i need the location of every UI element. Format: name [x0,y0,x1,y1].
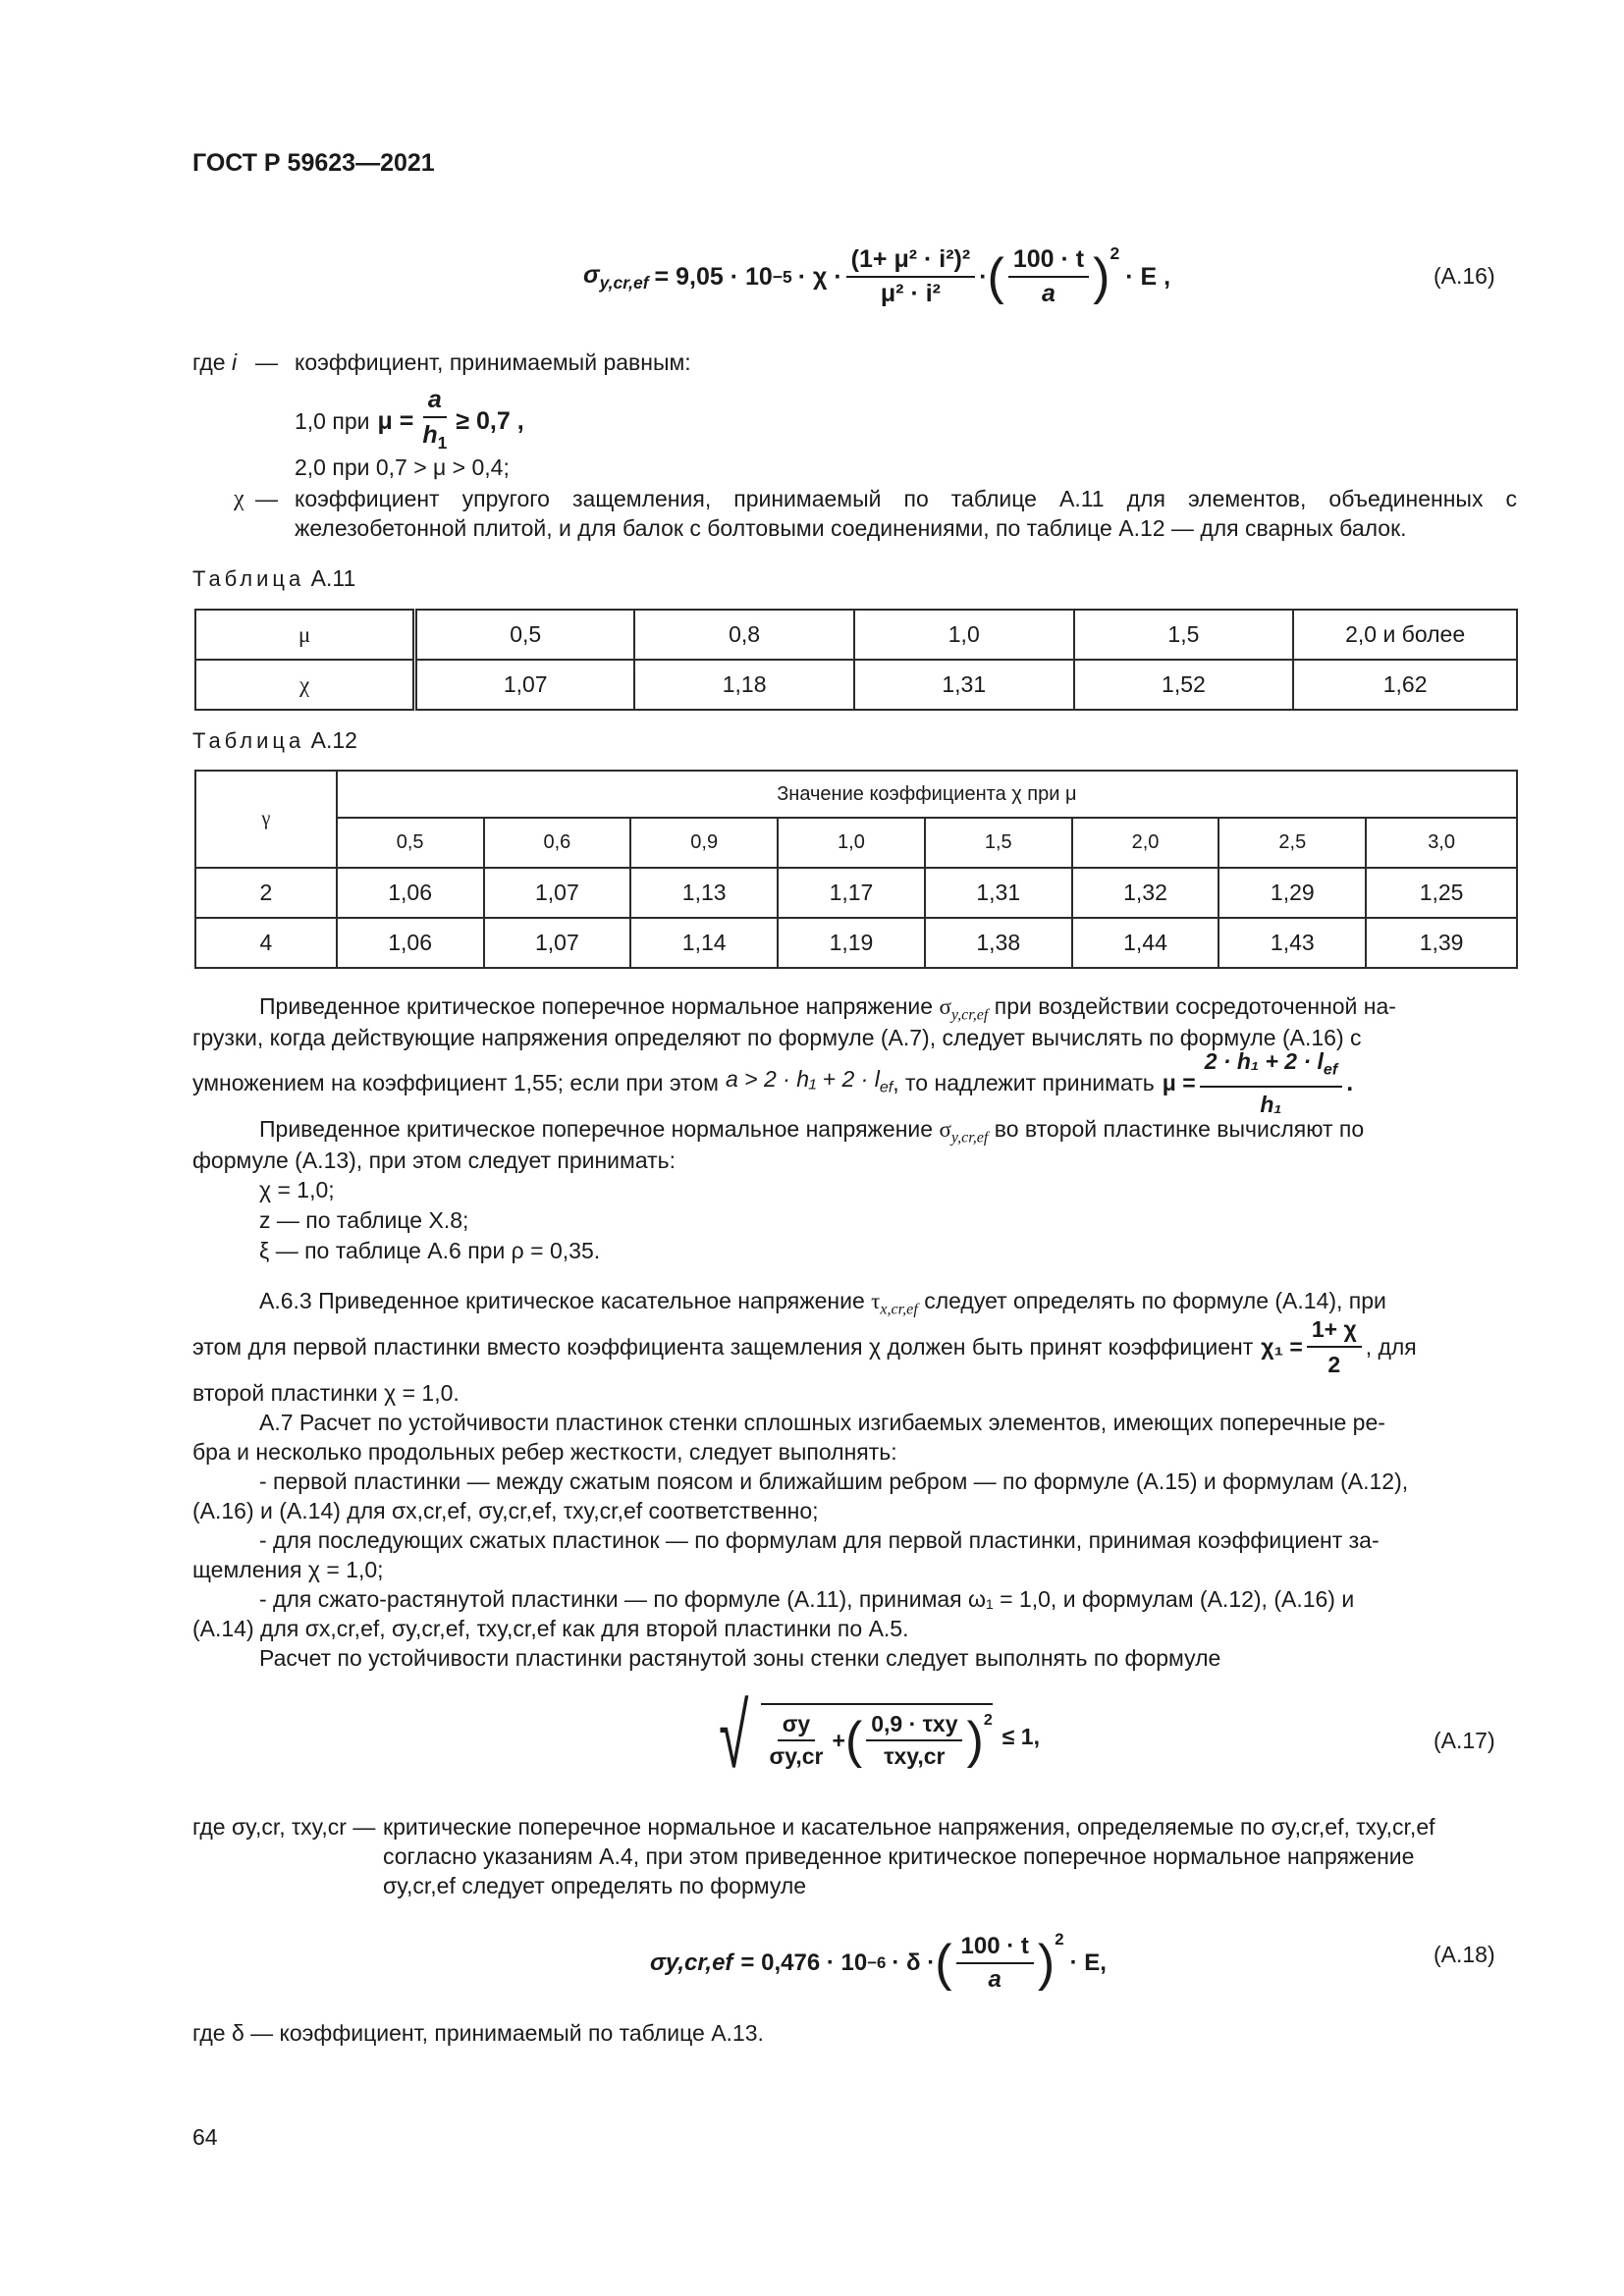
table-cell: 1,5 [1074,610,1294,660]
where-a17-line2: согласно указаниям А.4, при этом приведенное критическое поперечное нормальное напряжение [383,1843,1415,1869]
para2-line1-b: во второй пластинке вычисляют по [994,1116,1365,1142]
para-a63-line1-a: А.6.3 Приведенное критическое касательное напряжение [259,1288,865,1313]
para1-line1-a: Приведенное критическое поперечное нормальное напряжение [259,993,934,1019]
where-i-case1-num: a [427,386,442,413]
formula-a16-lhs-sub: y,cr,ef [599,272,649,293]
where-i-case1-den-sub: 1 [437,433,448,453]
table-a12-mu-header: 1,5 [925,818,1072,868]
formula-a18-mid: · δ · [892,1949,936,1976]
para1-mu-eq: μ = [1162,1070,1196,1095]
table-cell: 1,0 [854,610,1074,660]
formula-a17-plus: + [832,1727,845,1753]
para1-mu-num-sub: ef [1323,1060,1338,1079]
table-a12-caption-num: А.12 [310,727,357,753]
where-delta: где δ — коэффициент, принимаемый по таблице А.13. [192,2020,764,2046]
table-cell: 1,31 [925,868,1072,918]
page-number: 64 [192,2124,218,2150]
table-a12-gamma: 4 [195,918,337,968]
para-a63-tau-sub: x,cr,ef [880,1301,918,1318]
formula-a17-f1-den: σy,cr [769,1743,824,1769]
para-a63-line3: второй пластинки χ = 1,0. [192,1380,460,1406]
table-cell: 1,07 [415,660,635,710]
table-a12-gamma: 2 [195,868,337,918]
formula-a16-chi: · χ · [797,262,842,291]
formula-a16-num: (1+ μ² · i²)² [846,245,976,278]
where-i-case1-den: h [422,421,438,449]
para1-mu-num: 2 · h₁ + 2 · l [1204,1047,1324,1074]
table-cell: 1,29 [1218,868,1366,918]
formula-a18-number: (А.18) [1434,1942,1495,1967]
table-cell: 1,31 [854,660,1074,710]
para-a7-line4: (А.16) и (А.14) для σx,cr,ef, σy,cr,ef, τxy,cr,ef соответственно; [192,1498,819,1523]
formula-a16-fraction-2 [1008,245,1089,308]
para-a63-chi1: χ₁ = [1261,1334,1303,1360]
formula-a18: σy,cr,ef = 0,476 · 10 −6 · δ · ( $\frac{100 \cdot t}{a}$ ) $^2$ · E, [650,1930,1107,1993]
where-i-line [192,347,237,377]
para-a63-tau: τ [871,1289,881,1313]
table-cell: 1,38 [925,918,1072,968]
formula-a18-lhs: σy,cr,ef [650,1949,733,1976]
formula-a16-power: 2 [1110,243,1120,263]
formula-a16-number: (А.16) [1434,263,1495,289]
formula-a16-den: μ² · i² [880,280,941,307]
table-cell: 1,19 [778,918,925,968]
para-a7-line6: щемления χ = 1,0; [192,1557,384,1582]
table-header-row [195,818,1517,868]
table-cell: 1,18 [634,660,854,710]
table-row [195,868,1517,918]
table-cell: 0,5 [415,610,635,660]
para2-item: ξ — по таблице А.6 при ρ = 0,35. [259,1238,601,1263]
para1-mu-fraction [1200,1046,1343,1120]
para1-line2: грузки, когда действующие напряжения определяют по формуле (А.7), следует вычислять по формуле (А.16) с [192,1025,1362,1050]
where-chi-text: коэффициент упругого защемления, принимаемый по таблице А.11 для элементов, объединенных с железобетонной плитой, и для балок с болтовыми соединениями, по таблице А.12 — для сварных балок. [295,486,1517,541]
document-code: ГОСТ Р 59623—2021 [192,149,435,177]
para-a7-line5: - для последующих сжатых пластинок — по формулам для первой пластинки, принимая коэффициент за- [259,1527,1380,1553]
table-cell: 1,14 [630,918,778,968]
para1-sigma: σ [939,994,951,1019]
para1-condition: a > 2 · h₁ + 2 · l [725,1065,880,1092]
where-i-dash: — [255,349,278,375]
para-a63-chi1-num: 1+ χ [1307,1314,1362,1348]
table-a11-caption-word: Таблица [192,566,305,591]
table-cell: 1,25 [1366,868,1517,918]
formula-a17-tail: ≤ 1, [1001,1723,1040,1749]
table-a12-mu-header: 0,9 [630,818,778,868]
formula-a18-exp: −6 [867,1953,887,1972]
where-i-case1-prefix: 1,0 при [295,408,370,434]
formula-a16: $\sigma_{y,cr,ef}$ = 9,05 · 10 −5 · χ · $\frac{\text{(1+ μ² · i²)²}}{\text{μ² · i²}}$ · ( $\frac{100 \cdot t}{a}$ ) $^2$ · E , [583,243,1171,307]
table-cell: 1,07 [484,868,631,918]
where-i-case1-mu: μ = [377,407,414,435]
para2-sigma-sub: y,cr,ef [950,1129,989,1147]
where-i-text: коэффициент, принимаемый равным: [295,349,691,375]
table-cell: 1,39 [1366,918,1517,968]
formula-a17-fraction-1 [765,1711,829,1770]
where-i-case1-tail: ≥ 0,7 , [456,407,524,435]
table-a11-chi-label: χ [195,660,415,710]
where-chi-dash: — [255,486,278,511]
para2-item: z — по таблице Х.8; [259,1207,469,1233]
para-a7-line3: - первой пластинки — между сжатым поясом и ближайшим ребром — по формуле (А.15) и формулам (А.12), [259,1468,1409,1494]
para-a63-line2 [192,1317,1417,1376]
table-cell: 1,06 [337,918,484,968]
table-a12-mu-header: 2,0 [1072,818,1219,868]
table-row [195,660,1517,710]
para1-sigma-sub: y,cr,ef [950,1006,989,1024]
formula-a16-exp: −5 [772,266,792,287]
para-a63-line2-b: , для [1365,1334,1417,1360]
table-cell: 1,62 [1293,660,1517,710]
formula-a16-frac2-den: a [1042,280,1056,307]
table-a11-mu-label: μ [195,610,415,660]
para2-sigma: σ [939,1117,951,1142]
para-a63-chi1-den: 2 [1327,1352,1341,1377]
formula-a17-f2-den: τxy,cr [884,1743,946,1769]
table-cell: 1,17 [778,868,925,918]
table-a12-caption-word: Таблица [192,728,305,753]
formula-a18-num: 100 · t [956,1933,1034,1964]
table-a12-mu-header: 2,5 [1218,818,1366,868]
table-a11 [194,609,1518,711]
para2-line2: формуле (А.13), при этом следует принимать: [192,1148,677,1173]
para-a63-line2-a: этом для первой пластинки вместо коэффициента защемления χ должен быть принят коэффициент [192,1334,1254,1360]
para1-line3 [192,1047,1354,1118]
para-a63-chi1-fraction [1307,1314,1362,1379]
table-a12-mu-header: 1,0 [778,818,925,868]
formula-a16-fraction-1 [846,245,976,308]
formula-a16-frac2-num: 100 · t [1008,245,1089,278]
table-a12-mu-header: 0,6 [484,818,631,868]
table-a12 [194,770,1518,969]
formula-a17 [709,1679,1040,1794]
where-chi-symbol: χ [234,486,244,511]
para-a7-line9: Расчет по устойчивости пластинки растянутой зоны стенки следует выполнять по формуле [259,1645,1221,1671]
table-cell: 1,07 [484,918,631,968]
table-cell: 1,52 [1074,660,1294,710]
para1-mu-den: h₁ [1260,1092,1282,1118]
formula-a17-power: 2 [983,1711,993,1729]
formula-a17-number: (А.17) [1434,1728,1495,1753]
table-a11-caption [192,563,355,594]
table-a12-mu-header: 0,5 [337,818,484,868]
where-a17-line1: критические поперечное нормальное и касательное напряжения, определяемые по σy,cr,ef, τxy,cr,ef [383,1814,1435,1840]
table-row [195,610,1517,660]
table-cell: 1,44 [1072,918,1219,968]
formula-a18-power: 2 [1055,1930,1064,1949]
where-a17-line3: σy,cr,ef следует определять по формуле [383,1873,807,1898]
para1-line1-b: при воздействии сосредоточенной на- [994,993,1396,1019]
where-i-symbol: i [231,349,238,375]
table-cell: 1,06 [337,868,484,918]
para-a7-line1: А.7 Расчет по устойчивости пластинок стенки сплошных изгибаемых элементов, имеющих поперечные ре- [259,1410,1385,1435]
para1-line3-a: умножением на коэффициент 1,55; если при этом [192,1070,719,1095]
where-i-case1 [295,385,524,457]
sqrt-icon: √ [719,1686,749,1787]
where-a17-prefix: где σy,cr, τxy,cr — [192,1814,376,1840]
table-row [195,918,1517,968]
where-i-case2: 2,0 при 0,7 > μ > 0,4; [295,454,510,480]
formula-a18-den: a [988,1966,1001,1993]
formula-a18-tail: · E, [1069,1949,1107,1976]
table-a12-caption [192,725,357,756]
table-a12-mu-header: 3,0 [1366,818,1517,868]
formula-a17-fraction-2 [866,1711,962,1770]
table-a12-gamma-header: γ [195,771,337,868]
formula-a18-eq: = 0,476 · 10 [740,1949,868,1976]
para-a7-line7: - для сжато-растянутой пластинки — по формуле (А.11), принимая ω₁ = 1,0, и формулам (А.12), (А.16) и [259,1586,1355,1612]
para2-line1-a: Приведенное критическое поперечное нормальное напряжение [259,1116,934,1142]
para-a7-line2: бра и несколько продольных ребер жесткости, следует выполнять: [192,1439,897,1465]
table-cell: 2,0 и более [1293,610,1517,660]
formula-a16-tail: · E , [1125,262,1171,291]
table-header-row [195,771,1517,818]
formula-a17-radicand: $\frac{\sigma y}{\sigma y,cr}$ + ( $\frac{\text{0,9 · τxy}}{\text{τxy,cr}}$ ) $^2$ [761,1703,993,1770]
para2-item: χ = 1,0; [259,1177,335,1202]
table-a11-caption-num: А.11 [310,565,356,591]
table-cell: 1,43 [1218,918,1366,968]
para-a7-line8: (А.14) для σx,cr,ef, σy,cr,ef, τxy,cr,ef как для второй пластинки по А.5. [192,1616,909,1641]
where-i-case1-fraction [417,385,452,457]
table-cell: 1,32 [1072,868,1219,918]
formula-a16-lhs: σ [583,260,600,289]
table-cell: 0,8 [634,610,854,660]
formula-a17-f2-num: 0,9 · τxy [866,1711,962,1741]
para-a63-line1-b: следует определять по формуле (А.14), при [924,1288,1386,1313]
formula-a18-fraction [956,1933,1034,1994]
para1-line3-b: , то надлежит принимать [893,1070,1155,1095]
para1-condition-sub: ef [879,1078,893,1096]
para1-mu-tail: . [1346,1069,1354,1096]
where-i-prefix: где [192,349,226,375]
table-a12-group-header: Значение коэффициента χ при μ [337,771,1517,818]
formula-a17-f1-num: σy [778,1711,816,1741]
table-cell: 1,13 [630,868,778,918]
formula-a16-coef: = 9,05 · 10 [654,262,773,291]
